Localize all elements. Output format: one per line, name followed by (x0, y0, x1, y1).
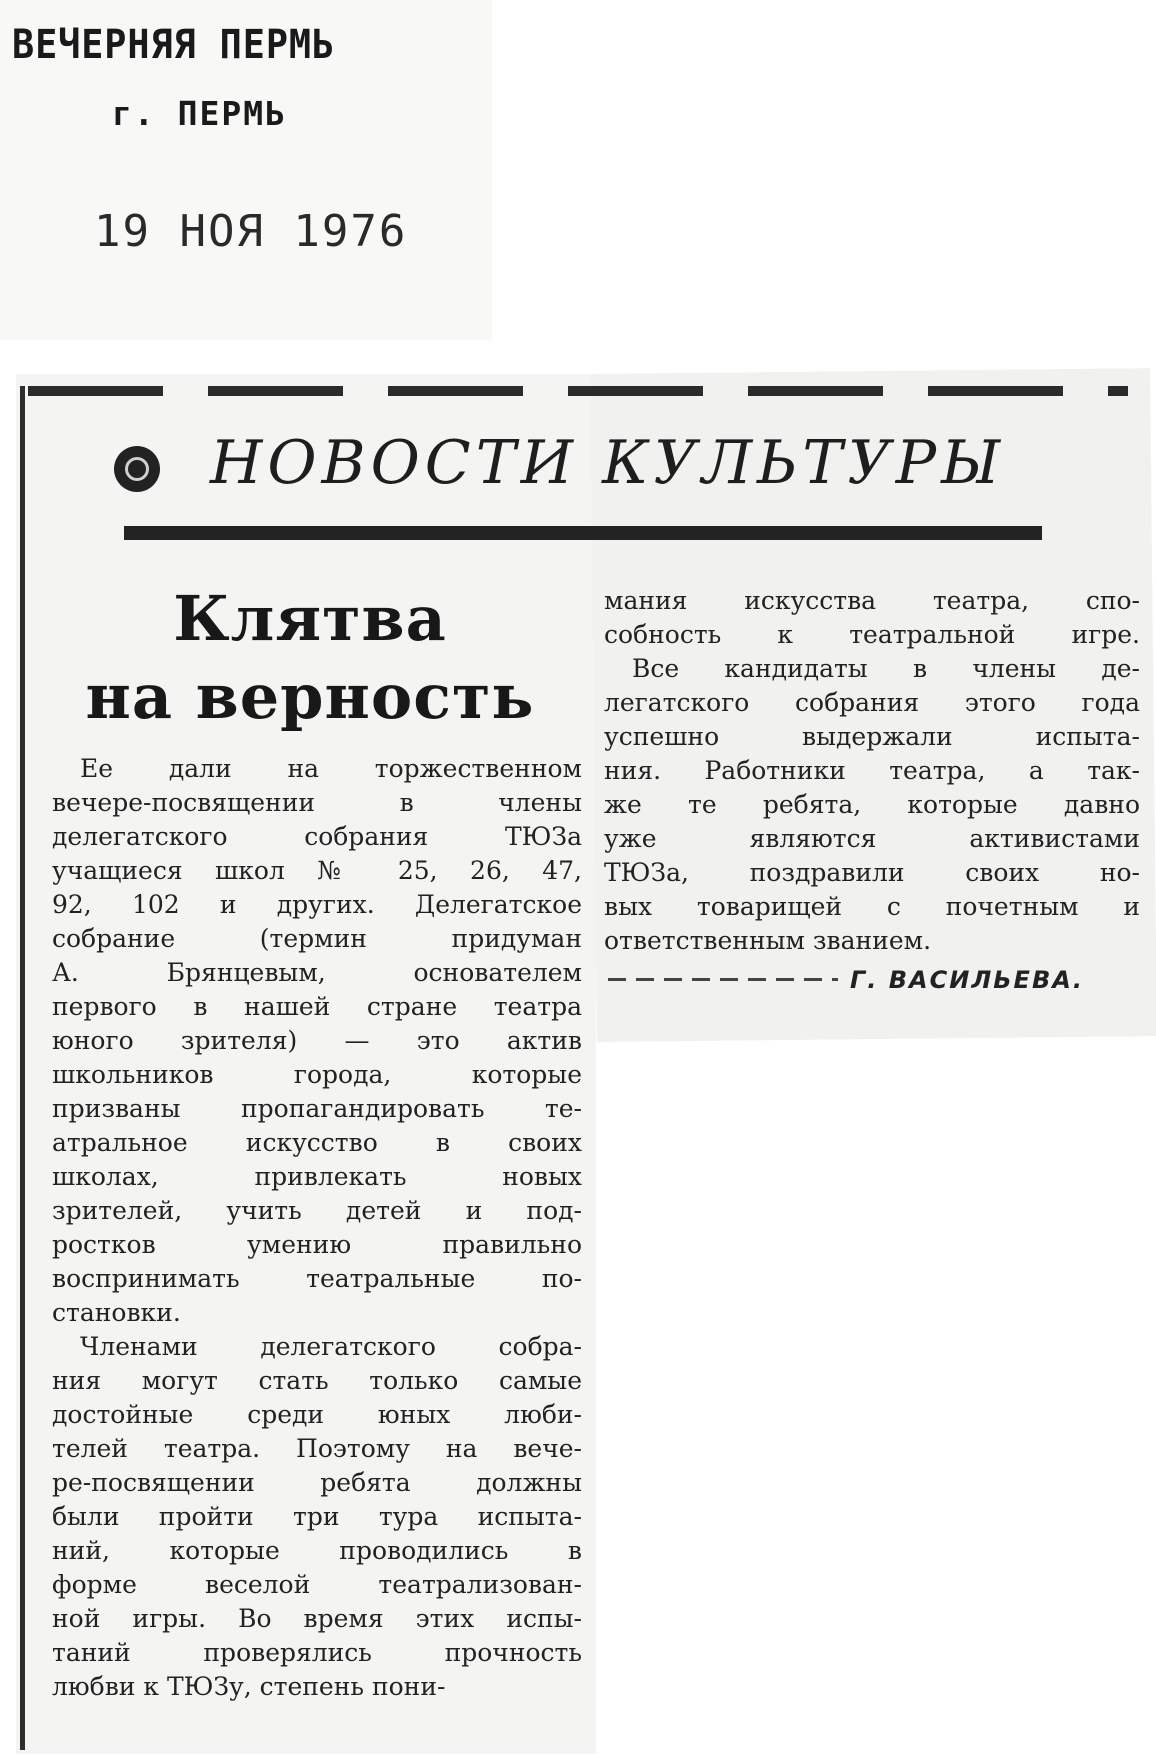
article-text-line: Все кандидаты в члены де- (632, 654, 1140, 683)
article-text-line: уже являются активистами (604, 824, 1140, 853)
article-title-line-1: Клятва (173, 582, 447, 655)
article-text-line: становки. (52, 1298, 181, 1327)
article-text-line: были пройти три тура испыта- (52, 1502, 582, 1531)
article-text-line: первого в нашей стране театра (52, 992, 582, 1021)
article-title-line-2: на верность (85, 660, 535, 733)
article-title (20, 580, 600, 736)
article-text-line: 92, 102 и других. Делегатское (52, 890, 582, 919)
article-text-line: ний, которые проводились в (52, 1536, 582, 1565)
article-left-column (52, 752, 582, 1704)
article-text-line: Ее дали на торжественном (80, 754, 582, 783)
article-text-line: форме веселой театрализован- (52, 1570, 582, 1599)
article-text-line: успешно выдержали испыта- (604, 722, 1140, 751)
article-text-line: ния могут стать только самые (52, 1366, 582, 1395)
rubric-underline (124, 526, 1042, 540)
article-text-line: мания искусства театра, спо- (604, 586, 1140, 615)
article-text-line: телей театра. Поэтому на вече- (52, 1434, 582, 1463)
article-text-line: таний проверялись прочность (52, 1638, 582, 1667)
article-text-line: легатского собрания этого года (604, 688, 1140, 717)
newspaper-name-stamp: ВЕЧЕРНЯЯ ПЕРМЬ (12, 22, 336, 68)
article-text-line: учащиеся школ № 25, 26, 47, (52, 856, 582, 885)
article-text-line: достойные среди юных люби- (52, 1400, 582, 1429)
article-text-line: ной игры. Во время этих испы- (52, 1604, 582, 1633)
article-text-line: ответственным званием. (604, 926, 932, 955)
article-text-line: школах, привлекать новых (52, 1162, 582, 1191)
article-text-line: же те ребята, которые давно (604, 790, 1140, 819)
article-text-line: школьников города, которые (52, 1060, 582, 1089)
circle-bullet-icon (114, 446, 160, 492)
article-text-line: А. Брянцевым, основателем (52, 958, 582, 987)
article-text-line: юного зрителя) — это актив (52, 1026, 582, 1055)
article-text-line: любви к ТЮЗу, степень пони- (52, 1672, 446, 1701)
byline-dashed-rule (608, 978, 838, 981)
article-text-line: атральное искусство в своих (52, 1128, 582, 1157)
article-text-line: зрителей, учить детей и под- (52, 1196, 582, 1225)
article-text-line: собрание (термин придуман (52, 924, 582, 953)
article-text-line: вечере-посвящении в члены (52, 788, 582, 817)
article-text-line: Членами делегатского собра- (80, 1332, 582, 1361)
article-text-line: вых товарищей с почетным и (604, 892, 1140, 921)
article-text-line: собность к театральной игре. (604, 620, 1140, 649)
article-text-line: ТЮЗа, поздравили своих но- (604, 858, 1140, 887)
article-text-line: ростков умению правильно (52, 1230, 582, 1259)
article-text-line: ния. Работники театра, а так- (604, 756, 1140, 785)
article-right-column (604, 584, 1140, 958)
rubric-title: НОВОСТИ КУЛЬТУРЫ (210, 428, 1006, 498)
article-text-line: призваны пропагандировать те- (52, 1094, 582, 1123)
article-text-line: делегатского собрания ТЮЗа (52, 822, 582, 851)
stamp-area (0, 0, 492, 340)
article-byline: Г. ВАСИЛЬЕВА. (850, 966, 1084, 994)
date-stamp: 19 НОЯ 1976 (94, 206, 408, 257)
city-stamp: г. ПЕРМЬ (112, 94, 287, 133)
article-text-line: воспринимать театральные по- (52, 1264, 582, 1293)
article-text-line: ре-посвящении ребята должны (52, 1468, 582, 1497)
top-dashed-rule (28, 386, 1128, 396)
